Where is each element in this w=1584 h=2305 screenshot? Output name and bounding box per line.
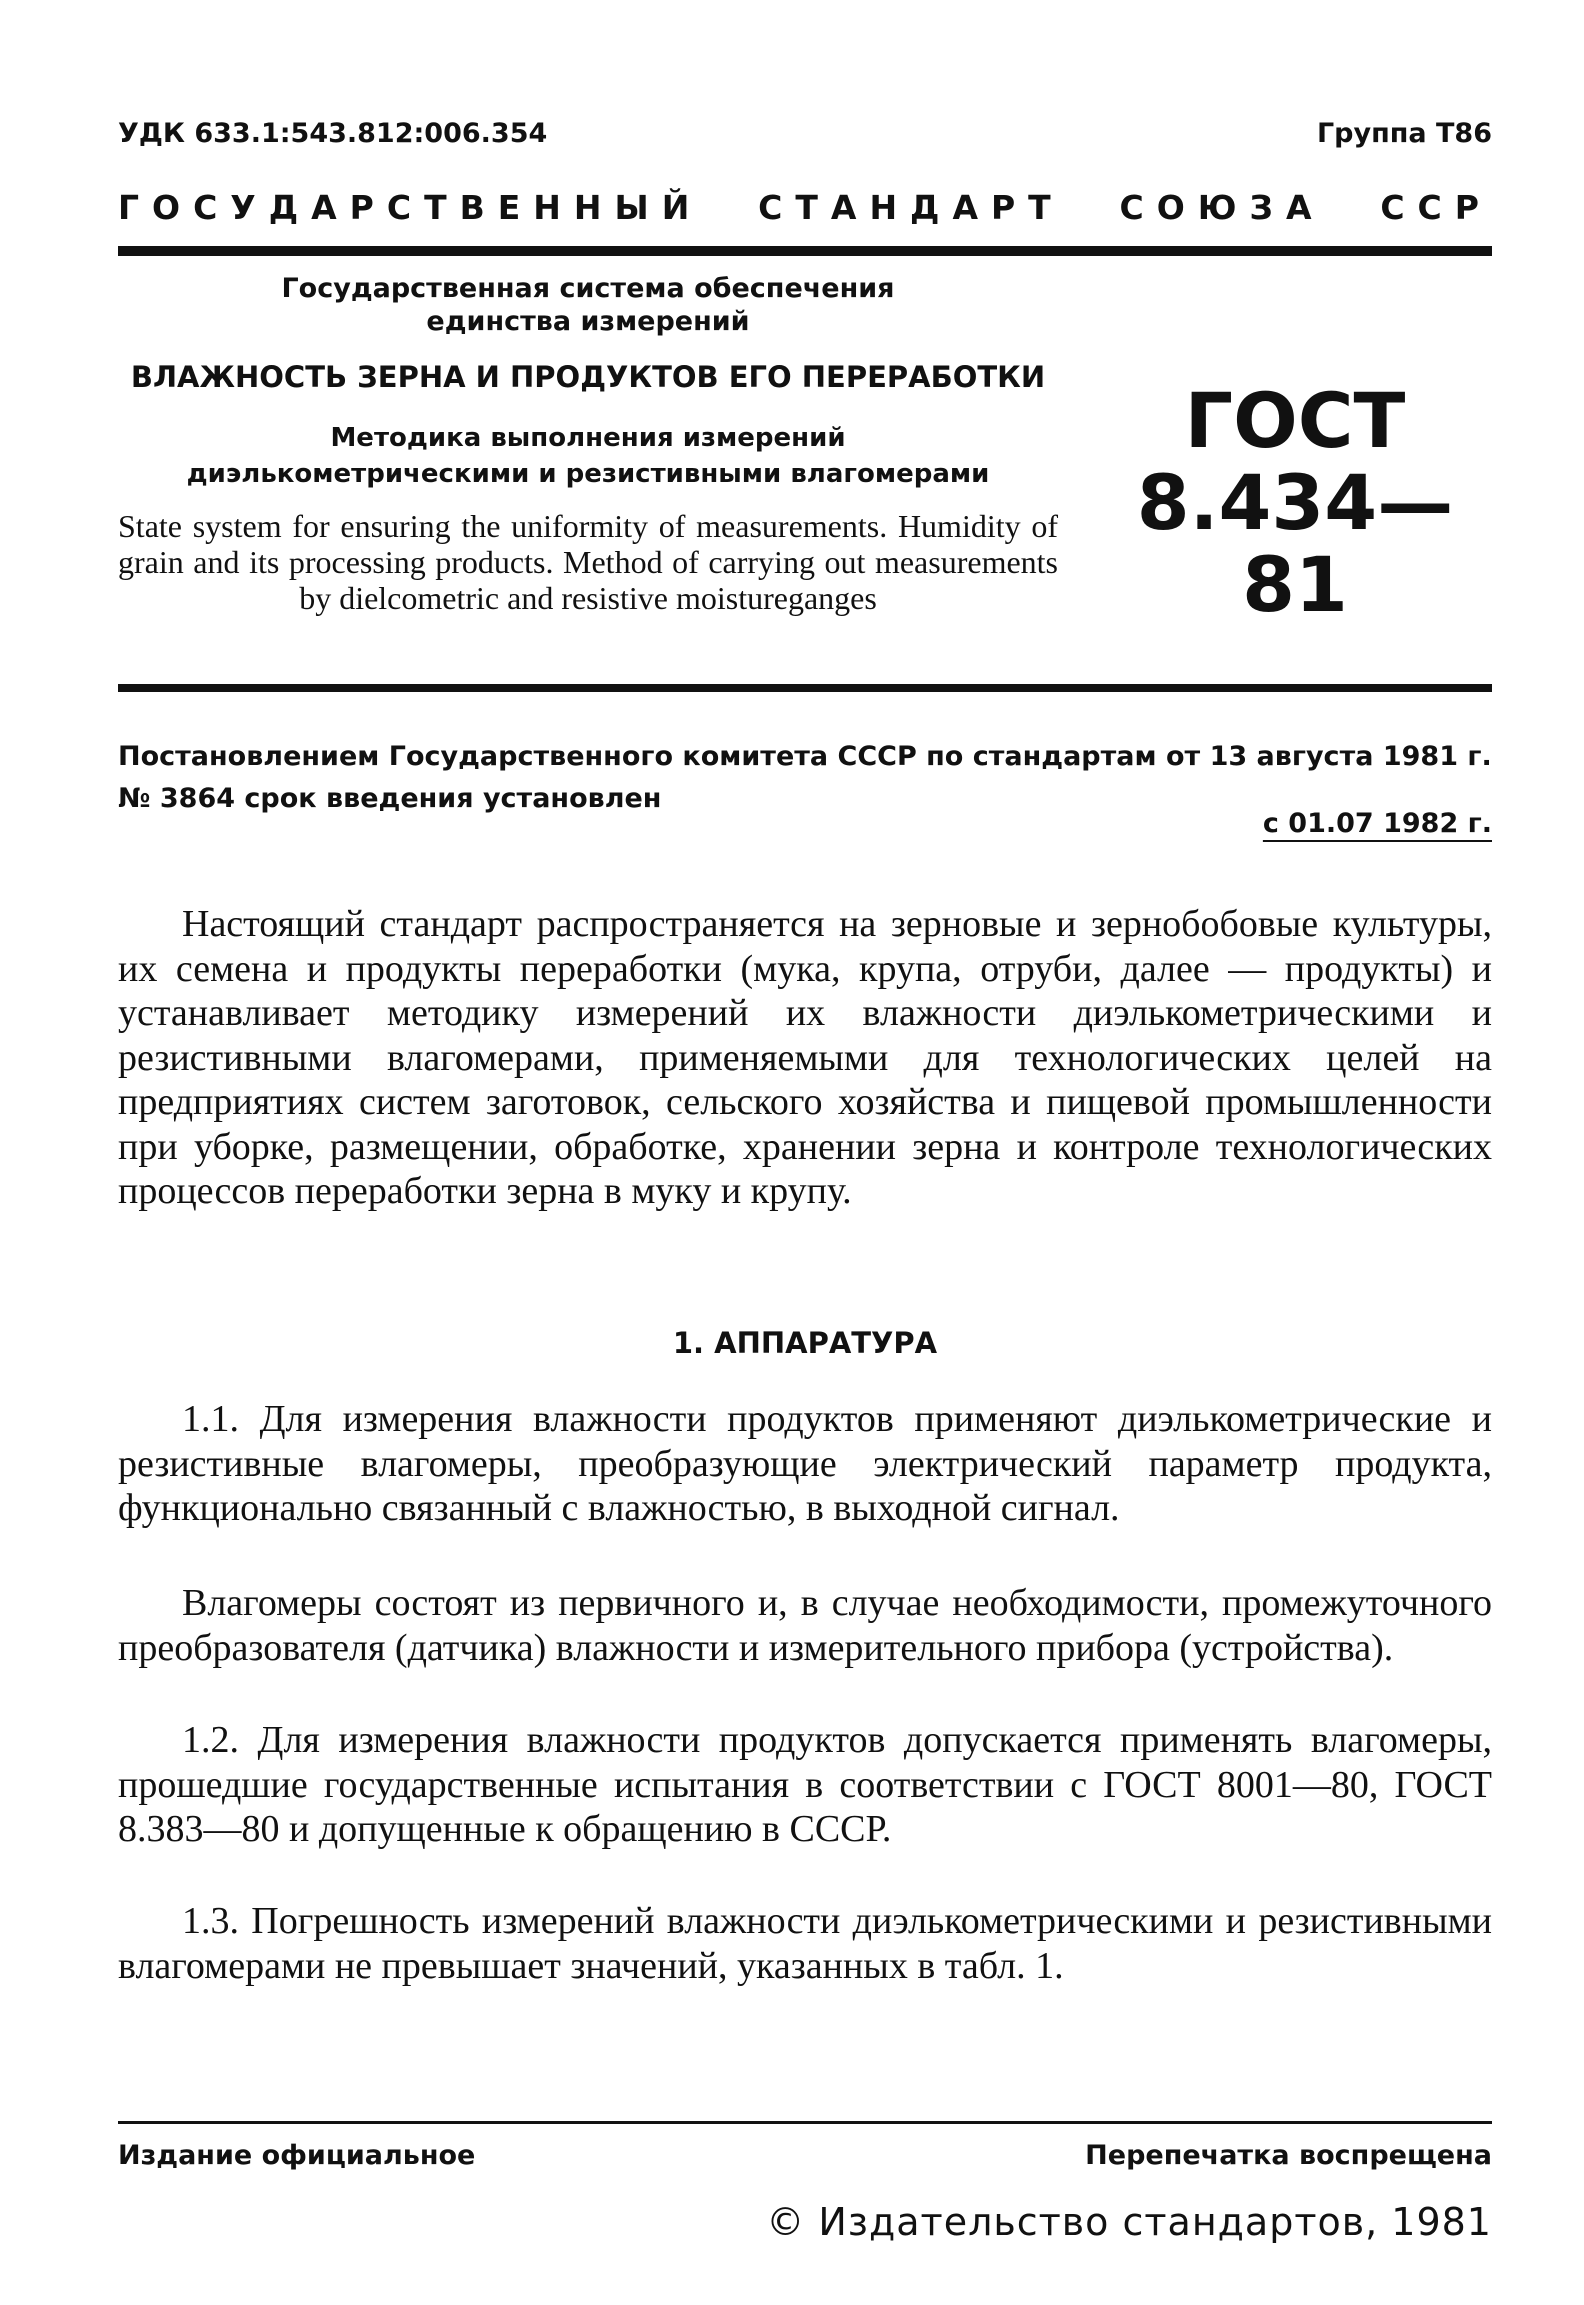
udk-code: УДК 633.1:543.812:006.354 (118, 118, 548, 149)
top-rule (118, 246, 1492, 256)
standard-header-word: СТАНДАРТ (758, 188, 1064, 227)
effective-date: с 01.07 1982 г. (1262, 808, 1492, 839)
standard-header (118, 188, 1492, 227)
title-rule (118, 684, 1492, 692)
paragraph-text: Влагомеры состоят из первичного и, в случае необходимости, промежуточного преобразователя (датчика) влажности и измерительного прибора (устройства). (118, 1582, 1492, 1669)
system-name-line: Государственная система обеспечения (281, 273, 895, 304)
copyright: © Издательство стандартов, 1981 (766, 2200, 1492, 2244)
reprint-notice: Перепечатка воспрещена (1085, 2140, 1492, 2171)
paragraph-1-1 (118, 1397, 1492, 1531)
english-title: State system for ensuring the uniformity of measurements. Humidity of grain and its processing products. Method of carrying out measurements by dielcometric and resistive moistureganges (118, 508, 1058, 616)
paragraph-text: 1.1. Для измерения влажности продуктов применяют диэлькометрические и резистивные влагомеры, преобразующие электрический параметр продукта, функционально связанный с влажностью, в выходной сигнал. (118, 1398, 1492, 1529)
method-title-line: диэлькометрическими и резистивными влагомерами (186, 459, 990, 489)
paragraph-1-2 (118, 1718, 1492, 1852)
paragraph-1-1-continued (118, 1581, 1492, 1670)
main-title: ВЛАЖНОСТЬ ЗЕРНА И ПРОДУКТОВ ЕГО ПЕРЕРАБОТКИ (130, 360, 1046, 394)
system-name (118, 272, 1058, 338)
gost-designation (1120, 376, 1470, 629)
paragraph-1-3 (118, 1899, 1492, 1988)
gost-label: ГОСТ (1184, 376, 1406, 465)
standard-header-word: ССР (1380, 188, 1492, 227)
system-name-line: единства измерений (426, 306, 750, 337)
gost-number: 8.434—81 (1136, 458, 1454, 629)
paragraph-text: 1.3. Погрешность измерений влажности диэлькометрическими и резистивными влагомерами не превышает значений, указанных в табл. 1. (118, 1900, 1492, 1987)
section-heading: 1. АППАРАТУРА (672, 1326, 938, 1360)
footer-rule (118, 2121, 1492, 2124)
intro-paragraph (118, 902, 1492, 1214)
intro-text: Настоящий стандарт распространяется на зерновые и зернобобовые культуры, их семена и продукты переработки (мука, крупа, отруби, далее — продукты) и устанавливает методику измерений их влажности диэлькометрическими и резистивными влагомерами, применяемыми для технологических целей на предприятиях систем заготовок, сельского хозяйства и пищевой промышленности при уборке, размещении, обработке, хранении зерна и контроле технологических процессов переработки зерна в муку и крупу. (118, 903, 1492, 1212)
method-title (118, 420, 1058, 492)
decree-text: Постановлением Государственного комитета СССР по стандартам от 13 августа 1981 г. № 3864 срок введения установлен (118, 741, 1492, 814)
method-title-line: Методика выполнения измерений (330, 423, 846, 453)
group-code: Группа Т86 (1316, 118, 1492, 149)
standard-header-word: СОЮЗА (1119, 188, 1325, 227)
paragraph-text: 1.2. Для измерения влажности продуктов допускается применять влагомеры, прошедшие государственные испытания в соответствии с ГОСТ 8001—80, ГОСТ 8.383—80 и допущенные к обращению в СССР. (118, 1719, 1492, 1850)
official-edition: Издание официальное (118, 2140, 476, 2171)
standard-header-word: ГОСУДАРСТВЕННЫЙ (118, 188, 703, 227)
